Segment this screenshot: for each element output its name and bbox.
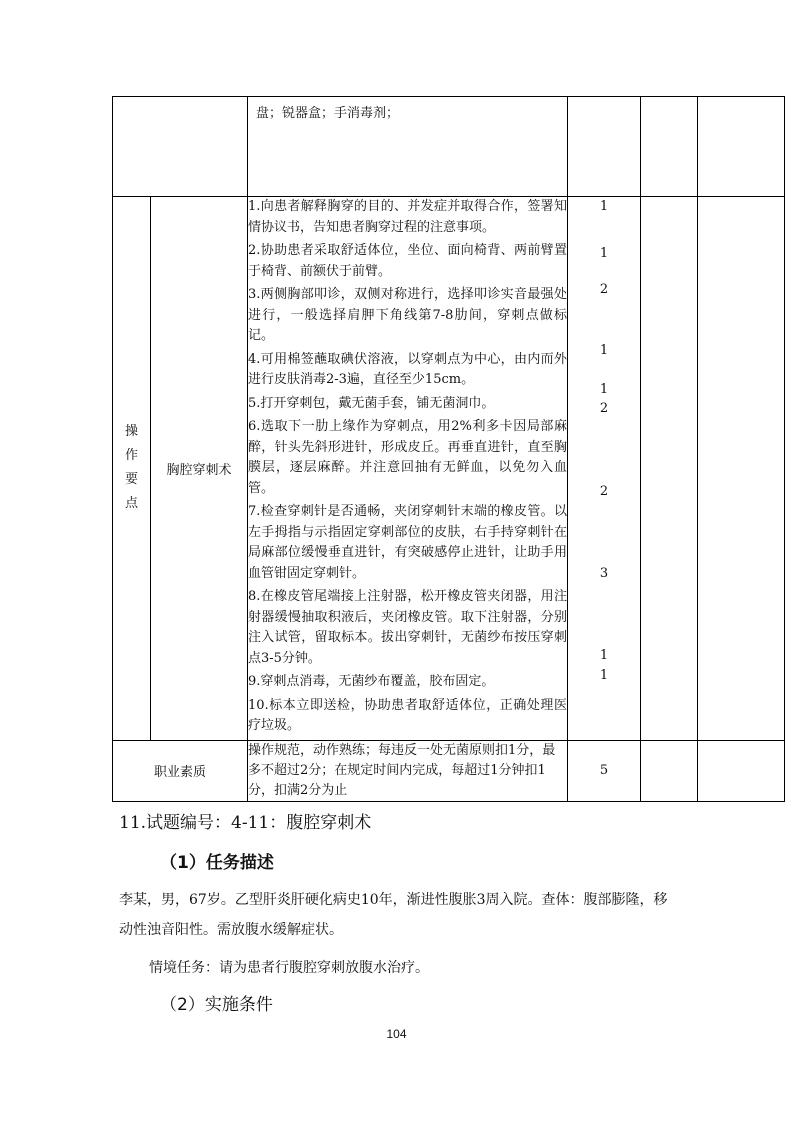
materials-text: 盘；锐器盒；手消毒剂；	[256, 106, 400, 121]
procedure-name: 胸腔穿刺术	[151, 197, 248, 741]
step-item: 10.标本立即送检，协助患者取舒适体位，正确处理医疗垃圾。	[248, 697, 567, 733]
procedure-row	[113, 197, 785, 741]
step-score: 3	[599, 566, 609, 581]
materials-label-cell	[113, 97, 248, 197]
step-score: 1	[599, 648, 609, 663]
section-label: 操 作 要 点	[113, 197, 151, 741]
materials-score-cell	[568, 97, 641, 197]
step-score: 2	[599, 401, 609, 416]
page-number: 104	[386, 1027, 407, 1041]
quality-deduction-cell	[641, 740, 698, 801]
step-score: 1	[599, 668, 609, 683]
quality-text: 操作规范，动作熟练；每违反一处无菌原则扣1分，最多不超过2分；在规定时间内完成，每超过1分钟扣1分，扣满2分为止	[248, 740, 568, 801]
step-item: 1.向患者解释胸穿的目的、并发症并取得合作，签署知情协议书，告知患者胸穿过程的注意事项。	[248, 199, 567, 235]
step-item: 4.可用棉签蘸取碘伏溶液，以穿刺点为中心，由内而外进行皮肤消毒2-3遍，直径至少15cm。	[248, 351, 567, 387]
step-score: 1	[599, 343, 609, 358]
question-title: 11.试题编号：4-11：腹腔穿刺术	[119, 813, 372, 833]
materials-remark-cell	[698, 97, 785, 197]
step-item: 6.选取下一肋上缘作为穿刺点，用2%利多卡因局部麻醉，针头先斜形进针，形成皮丘。再垂直进针，直至胸膜层，逐层麻醉。并注意回抽有无鲜血，以免勿入血管。	[248, 419, 567, 496]
step-score: 2	[599, 282, 609, 297]
conditions-heading: （2）实施条件	[160, 995, 273, 1015]
quality-row	[113, 740, 785, 801]
scenario-task: 情境任务：请为患者行腹腔穿刺放腹水治疗。	[149, 960, 429, 976]
quality-label: 职业素质	[113, 740, 248, 801]
step-score: 1	[599, 382, 609, 397]
step-item: 2.协助患者采取舒适体位，坐位、面向椅背、两前臂置于椅背、前额伏于前臂。	[248, 243, 567, 279]
scoring-table	[112, 96, 785, 802]
task-heading: （1）任务描述	[160, 853, 274, 873]
deduction-cell	[641, 197, 698, 741]
step-item: 8.在橡皮管尾端接上注射器，松开橡皮管夹闭器，用注射器缓慢抽取积液后，夹闭橡皮管。取下注射器，分别注入试管，留取标本。拔出穿刺针，无菌纱布按压穿刺点3-5分钟。	[248, 589, 567, 666]
step-item: 9.穿刺点消毒，无菌纱布覆盖，胶布固定。	[248, 674, 495, 689]
score-cell	[568, 197, 641, 741]
step-item: 7.检查穿刺针是否通畅，夹闭穿刺针末端的橡皮管。以左手拇指与示指固定穿刺部位的皮肤，右手持穿刺针在局麻部位缓慢垂直进针，有突破感停止进针，让助手用血管钳固定穿刺针。	[248, 504, 567, 581]
case-description: 李某，男，67岁。乙型肝炎肝硬化病史10年，渐进性腹胀3周入院。查体：腹部膨隆，移动性浊音阳性。需放腹水缓解症状。	[119, 892, 668, 938]
materials-cell	[248, 97, 568, 197]
step-item: 5.打开穿刺包，戴无菌手套，铺无菌洞巾。	[248, 395, 495, 411]
step-item: 3.两侧胸部叩诊，双侧对称进行，选择叩诊实音最强处进行，一般选择肩胛下角线第7-8肋间，穿刺点做标记。	[248, 287, 567, 343]
quality-score: 5	[568, 740, 641, 801]
step-score: 1	[599, 199, 609, 214]
step-score: 1	[599, 246, 609, 261]
step-score: 2	[599, 484, 609, 499]
materials-row	[113, 97, 785, 197]
quality-remark-cell	[698, 740, 785, 801]
materials-deduction-cell	[641, 97, 698, 197]
steps-cell	[248, 197, 568, 741]
remark-cell	[698, 197, 785, 741]
